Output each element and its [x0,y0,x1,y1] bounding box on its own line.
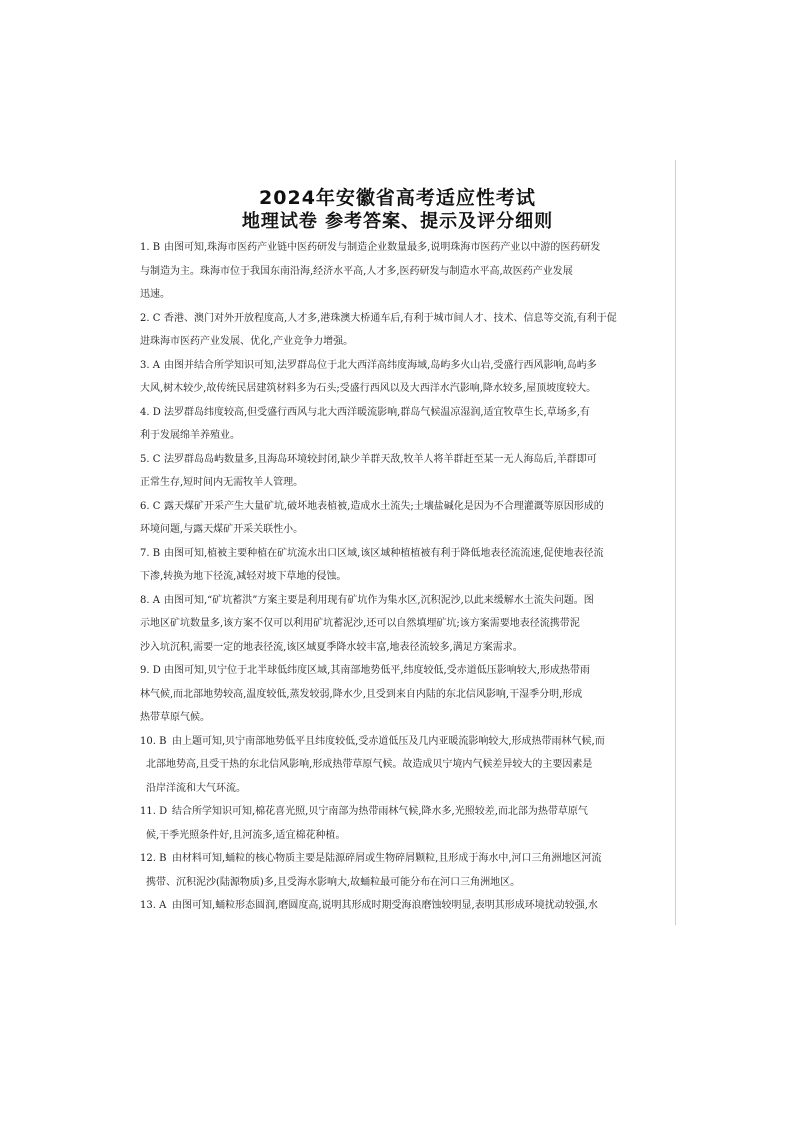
answer-item [140,589,660,660]
answer-text-line: 热带草原气候。 [140,712,210,723]
answer-text-line: 迅速。 [140,289,170,300]
answer-text-line: 由材料可知,蛹粒的核心物质主要是陆源碎屑或生物碎屑颗粒,且形成于海水中,河口三角洲地区河流 [172,853,602,864]
answer-text-line: 利于发展绵羊养殖业。 [140,430,240,441]
answer-text-line: 由图并结合所学知识可知,法罗群岛位于北大西洋高纬度海域,岛屿多火山岩,受盛行西风影响,岛屿多 [164,359,597,371]
answer-number: 8. A [140,594,160,606]
exam-title: 2024年安徽省高考适应性考试 [259,187,536,209]
answer-text-line: 进珠海市医药产业发展、优化,产业竞争力增强。 [140,336,354,347]
exam-subtitle: 地理试卷 参考答案、提示及评分细则 [241,211,554,232]
answer-text-line: 沙入坑沉积,需要一定的地表径流,该区域夏季降水较丰富,地表径流较多,满足方案需求。 [140,641,523,653]
margin-rule [675,160,676,925]
answer-number: 4. D [140,406,161,418]
answer-number: 11. D [140,806,168,817]
answer-number: 6. C [140,500,161,512]
answer-text-line: 下渗,转换为地下径流,减轻对坡下草地的侵蚀。 [140,571,347,582]
answer-item [140,448,660,495]
answer-item [140,401,660,448]
answer-text-line: 法罗群岛岛屿数量多,且海岛环境较封闭,缺少羊群天敌,牧羊人将羊群赶至某一无人海岛后,羊群即可 [164,453,597,465]
answer-text-line: 由图可知,蛹粒形态圆润,磨圆度高,说明其形成时期受海浪磨蚀较明显,表明其形成环境扰动较强,水 [172,900,598,911]
answer-number: 10. B [140,735,167,747]
answer-text-line: 由图可知,贝宁位于北半球低纬度区域,其南部地势低平,纬度较低,受赤道低压影响较大,形成热带雨 [164,665,590,676]
answer-number: 7. B [140,547,161,559]
answer-text-line: 由图可知,“矿坑蓄洪”方案主要是利用现有矿坑作为集水区,沉积泥沙,以此来缓解水土流失问题。图 [164,594,594,606]
answer-number: 5. C [140,453,161,465]
answer-item [140,847,660,894]
answer-text-line: 大风,树木较少,故传统民居建筑材料多为石头;受盛行西风以及大西洋水汽影响,降水较多,屋顶坡度较大。 [140,383,597,394]
answer-text-line: 候,干季光照条件好,且河流多,适宜棉花种植。 [146,829,346,841]
answer-text-line: 示地区矿坑数量多,该方案不仅可以利用矿坑蓄泥沙,还可以自然填埋矿坑;该方案需要地表径流携带泥 [140,618,580,629]
answer-item [140,659,660,730]
answer-text-line: 由图可知,植被主要种植在矿坑流水出口区域,该区域种植植被有利于降低地表径流流速,促使地表径流 [164,547,604,559]
answer-item [140,236,660,307]
answer-text-line: 环境问题,与露天煤矿开采关联性小。 [140,524,304,535]
answer-item [140,354,660,401]
answer-text-line: 林气候,而北部地势较高,温度较低,蒸发较弱,降水少,且受到来自内陆的东北信风影响,干湿季分明,形成 [140,688,583,700]
answer-number: 13. A [140,900,167,911]
answer-text-line: 沿岸洋流和大气环流。 [146,782,246,794]
answer-item [140,800,660,847]
answer-text-line: 由上题可知,贝宁南部地势低平且纬度较低,受赤道低压及几内亚暖流影响较大,形成热带雨林气候,而 [172,735,605,747]
answer-number: 12. B [140,853,167,864]
answer-text-line: 正常生存,短时间内无需牧羊人管理。 [140,477,304,488]
answer-text-line: 由图可知,珠海市医药产业链中医药研发与制造企业数量最多,说明珠海市医药产业以中游的医药研发 [164,242,601,253]
answer-text-line: 携带、沉积泥沙(陆源物质)多,且受海水影响大,故蛹粒最可能分布在河口三角洲地区。 [146,876,521,888]
answer-item [140,307,660,354]
answer-text-line: 与制造为主。珠海市位于我国东南沿海,经济水平高,人才多,医药研发与制造水平高,故医药产业发展 [140,265,573,277]
answer-text-line: 法罗群岛纬度较高,但受盛行西风与北大西洋暖流影响,群岛气候温凉湿润,适宜牧草生长,草场多,有 [164,406,590,418]
answer-item [140,495,660,542]
answer-item [140,542,660,589]
answer-item [140,894,660,918]
answer-text-line: 香港、澳门对外开放程度高,人才多,港珠澳大桥通车后,有利于城市间人才、技术、信息等交流,有利于促 [164,312,617,324]
answer-text-line: 北部地势高,且受干热的东北信风影响,形成热带草原气候。故造成贝宁境内气候差异较大的主要因素是 [146,759,593,770]
answer-number: 3. A [140,359,160,371]
answer-item [140,730,660,801]
answer-number: 9. D [140,665,161,676]
answer-number: 2. C [140,312,161,324]
answer-list [140,236,660,918]
answer-number: 1. B [140,242,161,253]
answer-text-line: 露天煤矿开采产生大量矿坑,破坏地表植被,造成水土流失;土壤盐碱化是因为不合理灌溉等原因形成的 [164,500,604,512]
answer-text-line: 结合所学知识可知,棉花喜光照,贝宁南部为热带雨林气候,降水多,光照较差,而北部为热带草原气 [172,806,588,817]
